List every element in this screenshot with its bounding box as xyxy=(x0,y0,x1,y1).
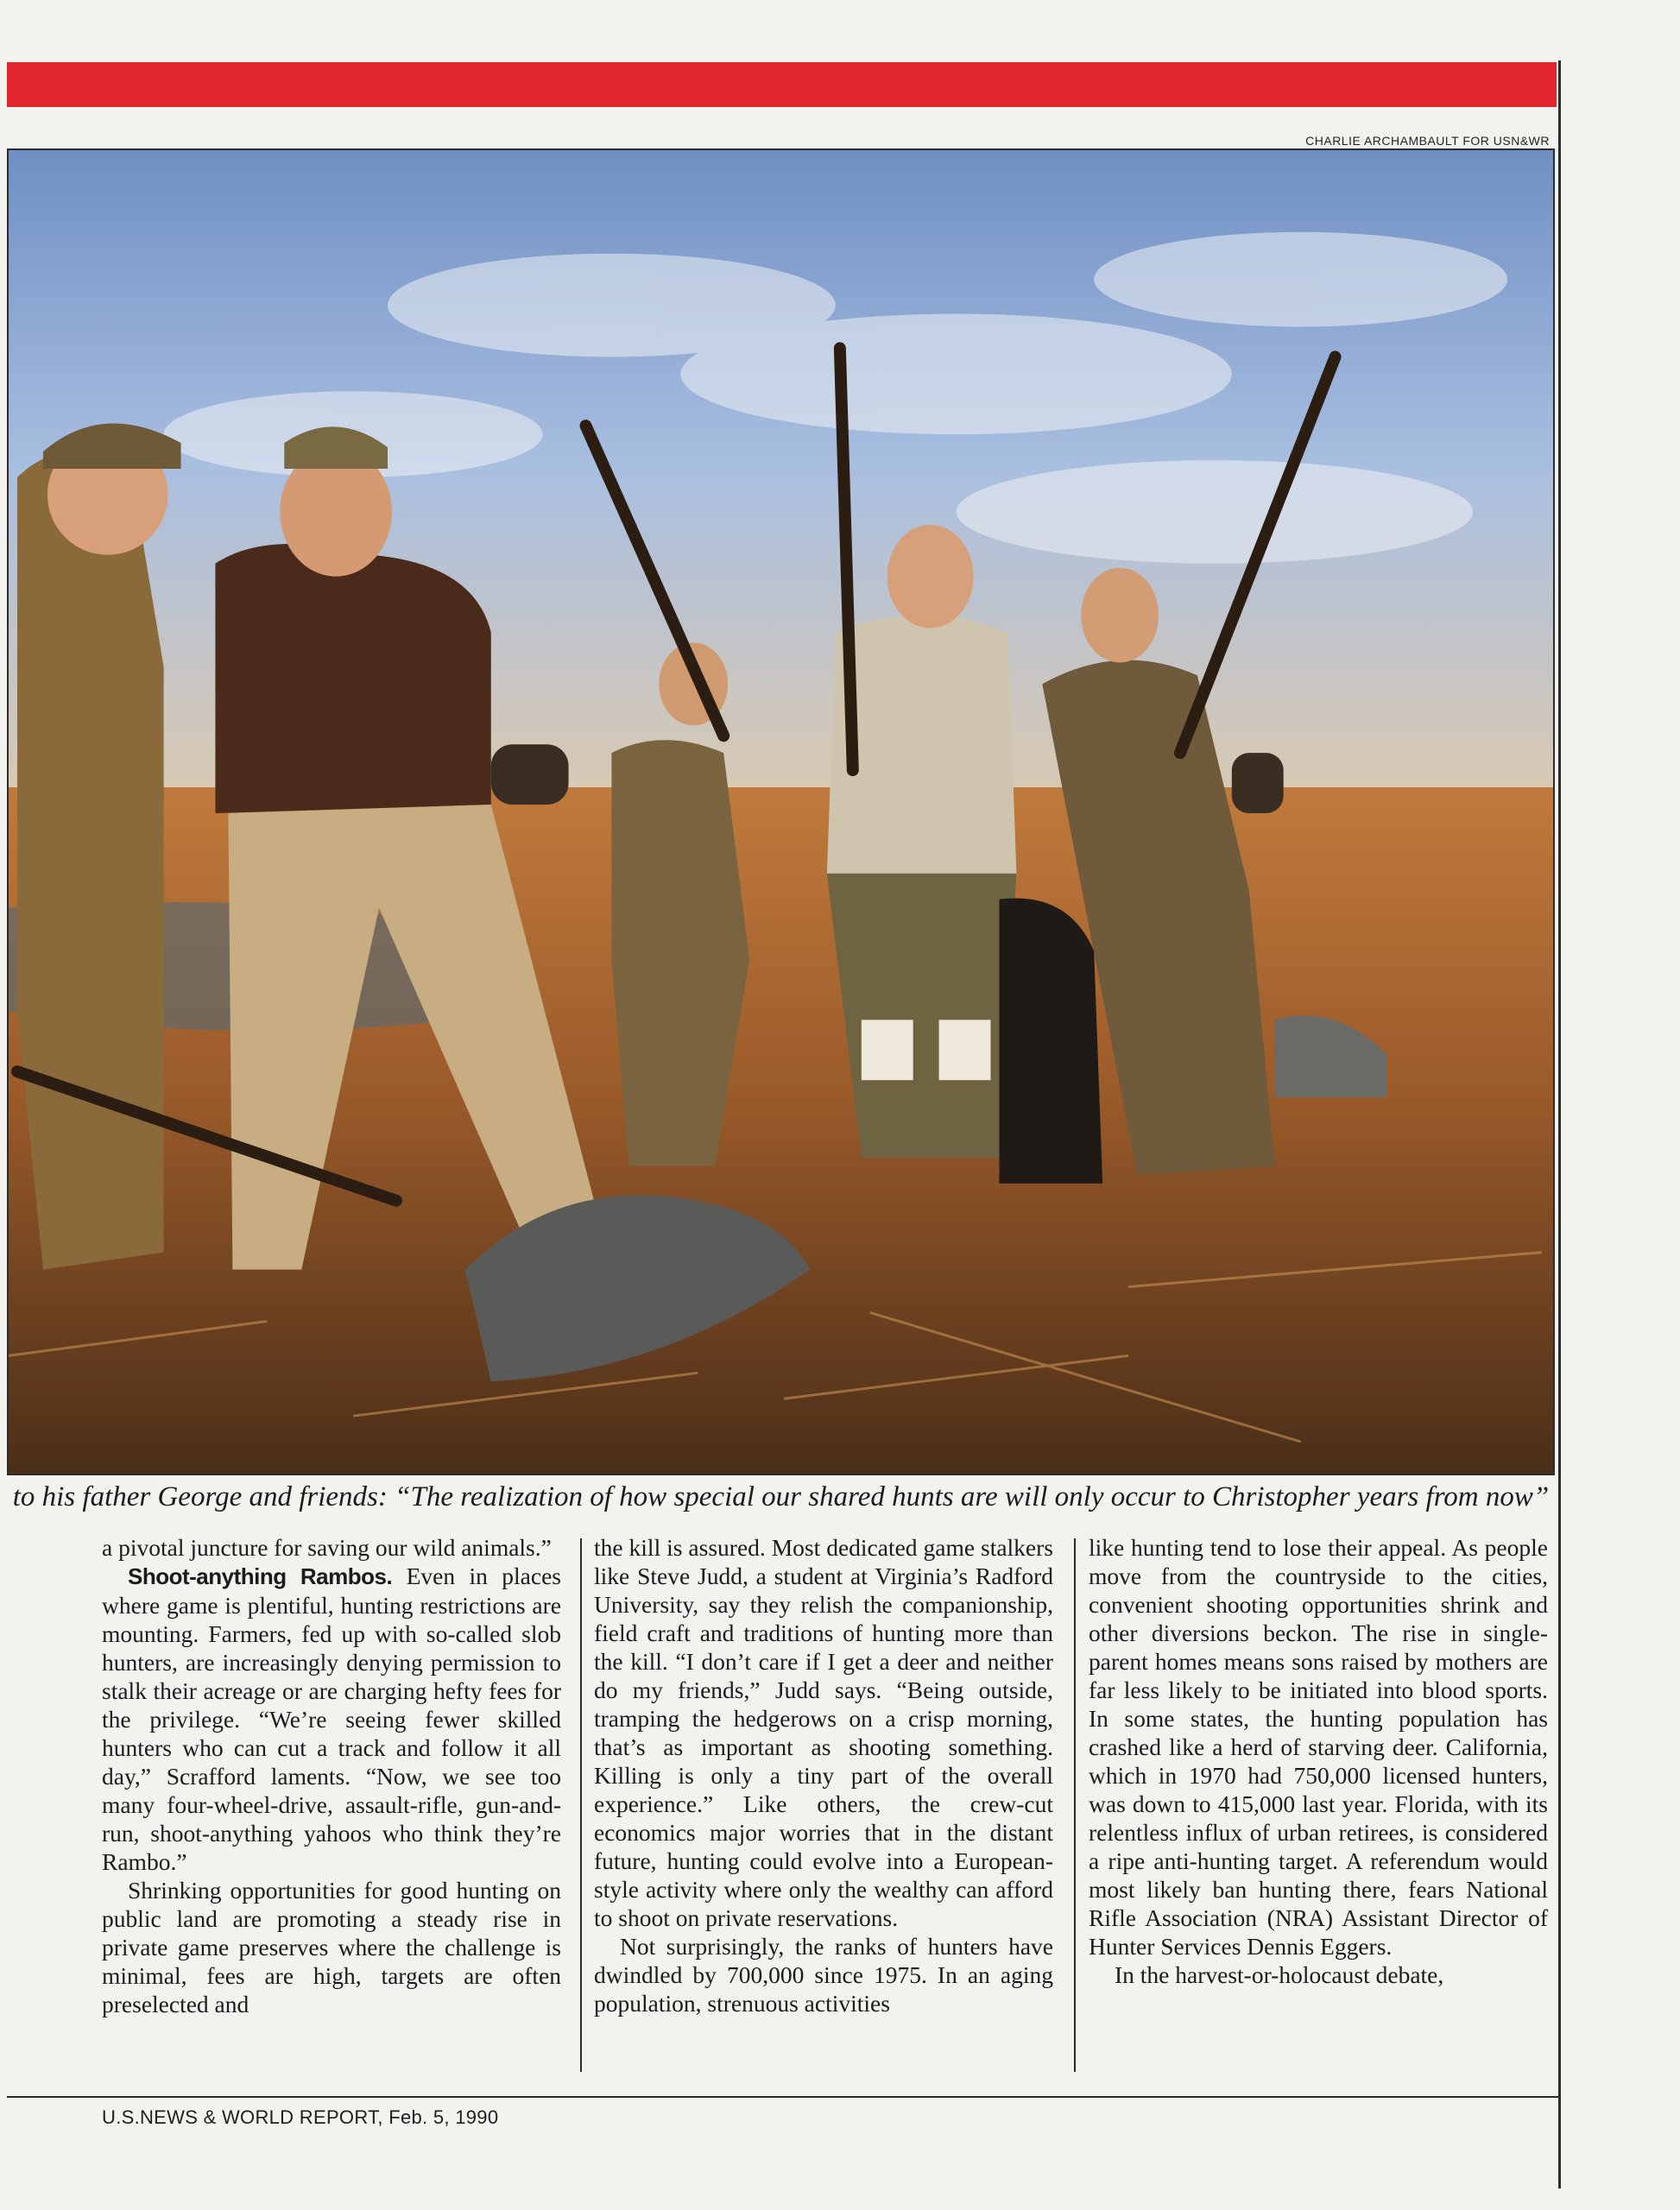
page-edge-rule xyxy=(1558,60,1561,2188)
subhead: Shoot-anything Rambos. xyxy=(128,1563,393,1589)
photo-caption: to his father George and friends: “The realization of how special our shared hunts are will only occur to Christopher years from now” xyxy=(12,1481,1550,1512)
footer-rule xyxy=(7,2096,1558,2098)
paragraph: the kill is assured. Most dedicated game stalkers like Steve Judd, a student at Virginia’s Radford University, say they relish the companionship, field craft and traditions of hunting more than the kill. “I don’t care if I get a deer and neither do my friends,” Judd says. “Being outside, tramping the hedgerows on a crisp morning, that’s as important as shooting something. Killing is only a tiny part of the overall experience.” Like others, the crew-cut economics major worries that in the distant future, hunting could evolve into a European-style activity where only the wealthy can afford to shoot on private reservations. xyxy=(594,1534,1053,1931)
paragraph-text: Even in places where game is plentiful, hunting restrictions are mounting. Farmers, fed up with so-called slob hunters, are increasingly denying permission to stalk their acreage or are charging hefty fees for the privilege. “We’re seeing fewer skilled hunters who can cut a track and follow it all day,” Scrafford laments. “Now, we see too many four-wheel-drive, assault-rifle, gun-and-run, shoot-anything yahoos who think they’re Rambo.” xyxy=(102,1563,561,1875)
footer-citation: U.S.NEWS & WORLD REPORT, Feb. 5, 1990 xyxy=(102,2106,499,2128)
paragraph: like hunting tend to lose their appeal. As people move from the countryside to the cities, convenient shooting opportunities shrink and other diversions beckon. The rise in single-parent homes means sons raised by mothers are far less likely to be initiated into blood sports. In some states, the hunting population has crashed like a herd of starving deer. California, which in 1970 had 750,000 licensed hunters, was down to 415,000 last year. Florida, with its relentless influx of urban retirees, is considered a ripe anti-hunting target. A referendum would most likely ban hunting there, fears National Rifle Association (NRA) Assistant Director of Hunter Services Dennis Eggers. xyxy=(1089,1534,1548,1960)
column-divider xyxy=(580,1538,582,2072)
photo-credit: CHARLIE ARCHAMBAULT FOR USN&WR xyxy=(1305,134,1550,148)
paragraph: Not surprisingly, the ranks of hunters have dwindled by 700,000 since 1975. In an aging population, strenuous activities xyxy=(594,1933,1053,2017)
paragraph: Shrinking opportunities for good hunting on public land are promoting a steady rise in private game preserves where the challenge is minimal, fees are high, targets are often preselected and xyxy=(102,1877,561,2017)
red-header-bar xyxy=(7,62,1557,107)
column-divider xyxy=(1074,1538,1076,2072)
article-column-3 xyxy=(1089,1533,1548,1989)
paragraph-with-subhead xyxy=(102,1562,561,1876)
article-column-1 xyxy=(102,1533,561,2018)
paragraph: In the harvest-or-holocaust debate, xyxy=(1115,1961,1444,1988)
hunters-photo xyxy=(7,148,1555,1475)
article-column-2 xyxy=(594,1533,1053,2017)
paragraph: a pivotal juncture for saving our wild animals.” xyxy=(102,1534,552,1561)
